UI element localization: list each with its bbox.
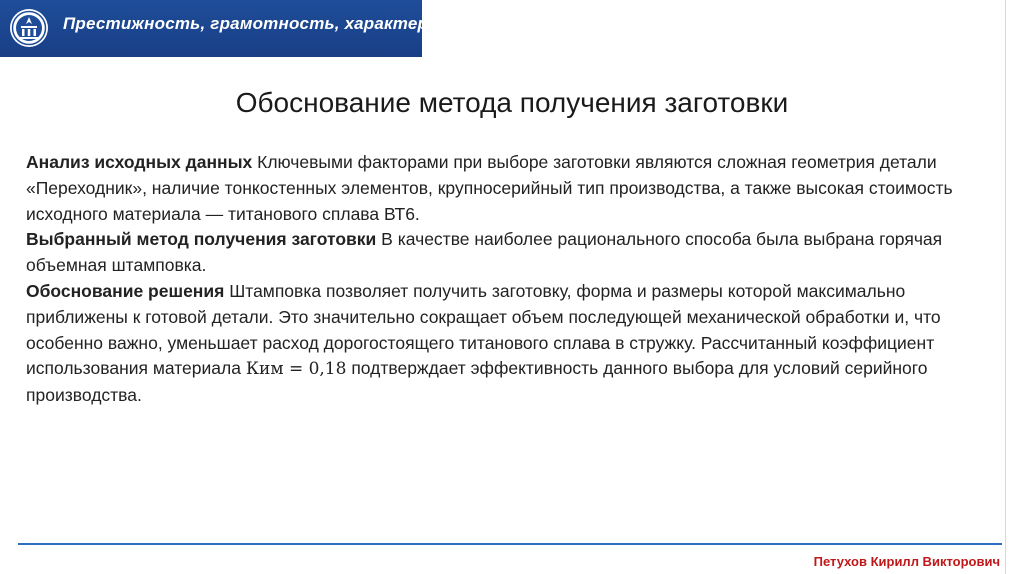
section-justification (26, 279, 986, 409)
header-motto: Престижность, грамотность, характер (63, 14, 429, 33)
footer-line (18, 543, 1002, 545)
section-heading: Обоснование решения (26, 280, 225, 301)
slide-body (26, 150, 986, 409)
section-text-continued: подтверждает эффективность данного выбора для условий серийного производства. (26, 358, 928, 406)
section-heading: Выбранный метод получения заготовки (26, 229, 377, 250)
header-banner (0, 0, 429, 57)
section-text: Ключевыми факторами при выборе заготовки являются сложная геометрия детали «Переходник», наличие тонкостенных элементов, крупносерийный тип производства, а также высокая стоимость исходного материала — титанового сплава ВТ6. (26, 152, 953, 224)
university-emblem-icon (9, 8, 49, 48)
material-utilization-formula: Ким = 0,18 (245, 359, 347, 380)
section-text: В качестве наиболее рационального способа была выбрана горячая объемная штамповка. (26, 229, 943, 276)
section-heading: Анализ исходных данных (26, 152, 253, 172)
section-method (26, 227, 986, 279)
author-name: Петухов Кирилл Викторович (813, 554, 1000, 569)
section-text: Штамповка позволяет получить заготовку, форма и размеры которой максимально приближены к готовой детали. Это значительно сокращает объем последующей механической обработки и, что особенно важно, уменьшает расход дорогостоящего титанового сплава в стружку. Рассчитанный коэффициент использования материала (26, 280, 941, 379)
slide-title: Обоснование метода получения заготовки (235, 87, 789, 118)
section-analysis (26, 150, 986, 227)
